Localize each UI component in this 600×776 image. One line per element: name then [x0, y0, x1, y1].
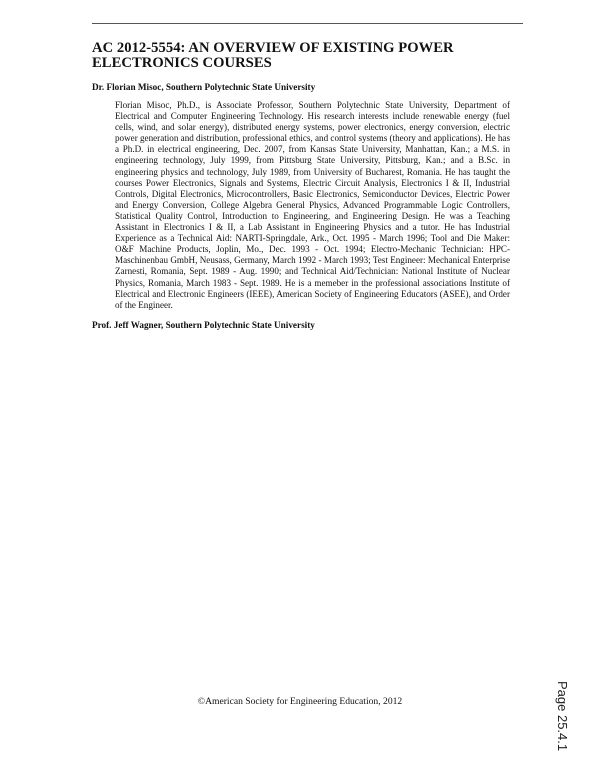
- copyright-footer: ©American Society for Engineering Education, 2012: [197, 696, 403, 707]
- author-bio-1: Florian Misoc, Ph.D., is Associate Professor, Southern Polytechnic State University, Department of Electrical and Computer Engineering Technology. His research interests include renewable energy (fuel cells, wind, and solar energy), distributed energy systems, power electronics, energy conversion, electric power generation and distribution, professional ethics, and control systems (theory and applications). He has a Ph.D. in electrical engineering, Dec. 2007, from Kansas State University, Manhattan, Kan.; a M.S. in engineering technology, July 1999, from Pittsburg State University, Pittsburg, Kan.; and a B.Sc. in engineering physics and technology, July 1989, from University of Bucharest, Romania. He has taught the courses Power Electronics, Signals and Systems, Electric Circuit Analysis, Electronics I & II, Industrial Controls, Digital Electronics, Microcontrollers, Basic Electronics, Semiconductor Devices, Electric Power and Energy Conversion, College Algebra General Physics, Advanced Programmable Logic Controllers, Statistical Quality Control, Introduction to Engineering, and Engineering Design. He was a Teaching Assistant in Electronics I & II, a Lab Assistant in Engineering Physics and a tutor. He has Industrial Experience as a Technical Aid: NARTI-Springdale, Ark., Oct. 1995 - March 1996; Tool and Die Maker: O&F Machine Products, Joplin, Mo., Dec. 1993 - Oct. 1994; Electro-Mechanic Technician: HPC-Maschinenbau GmbH, Neusass, Germany, March 1992 - March 1993; Test Engineer: Mechanical Enterprise Zarnesti, Romania, Sept. 1989 - Aug. 1990; and Technical Aid/Technician: National Institute of Nuclear Physics, Romania, March 1983 - Sept. 1989. He is a memeber in the professional associations Institute of Electrical and Electronic Engineers (IEEE), American Society of Engineering Educators (ASEE), and Order of the Engineer.: [115, 100, 510, 310]
- page-number: Page 25.4.1: [555, 681, 570, 752]
- paper-title: AC 2012-5554: AN OVERVIEW OF EXISTING POWER ELECTRONICS COURSES: [92, 40, 454, 71]
- top-rule: [92, 23, 523, 24]
- author-name-2: Prof. Jeff Wagner, Southern Polytechnic State University: [92, 320, 315, 330]
- author-name-1: Dr. Florian Misoc, Southern Polytechnic State University: [92, 82, 316, 92]
